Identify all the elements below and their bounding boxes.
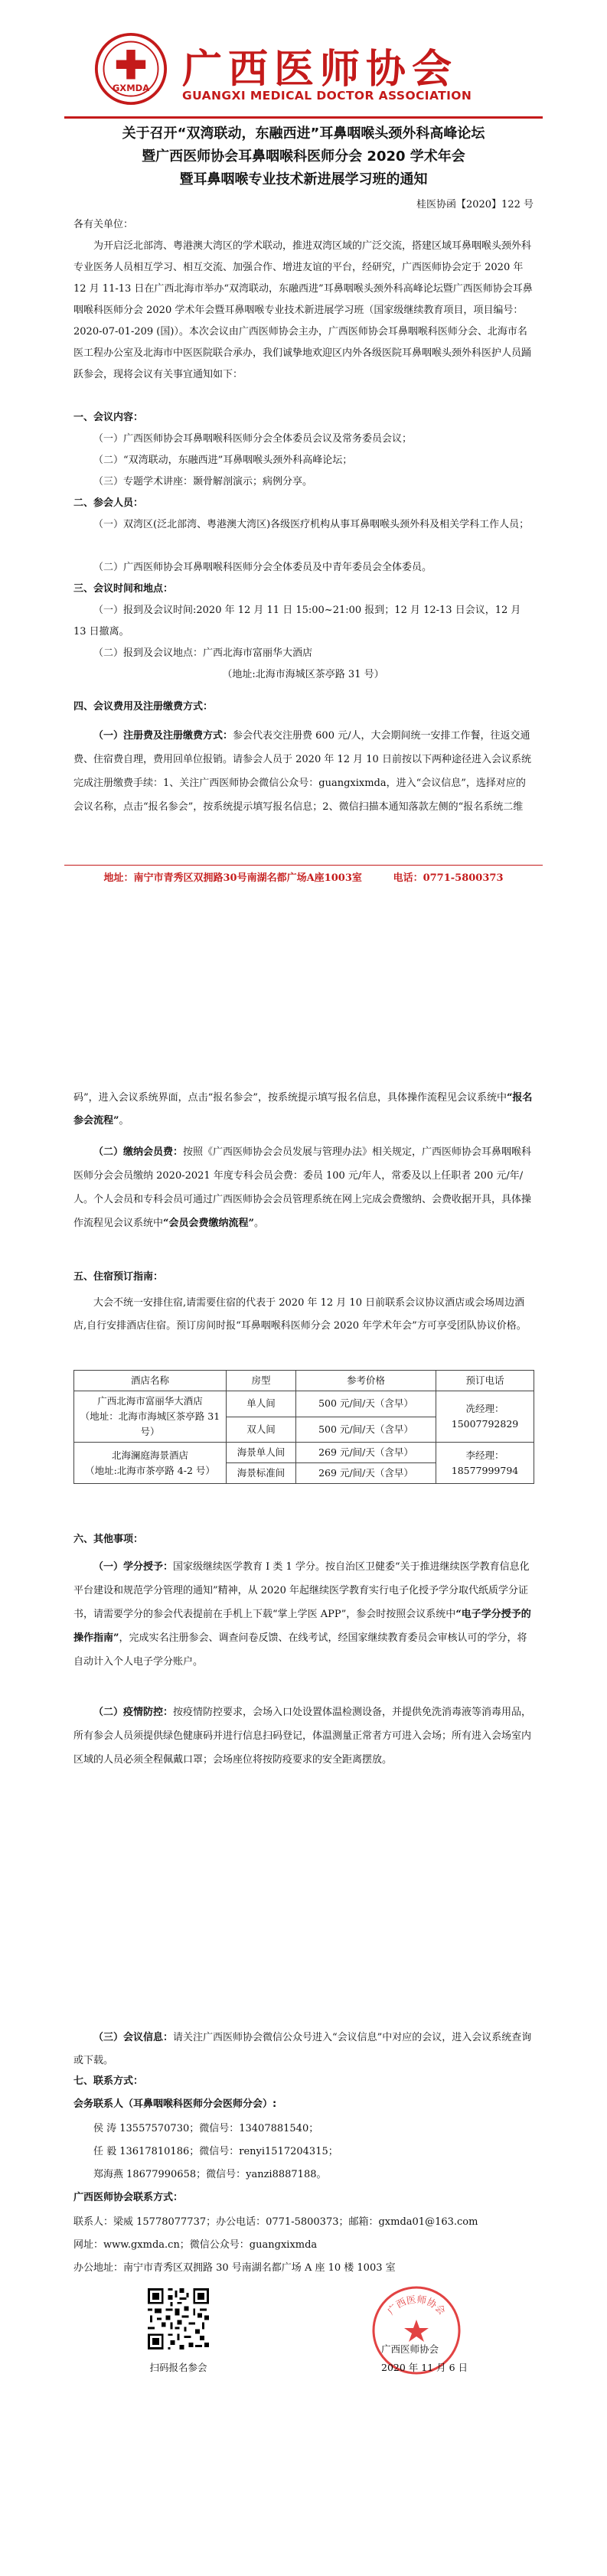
section-2-item: （二）广西医师协会耳鼻咽喉科医师分会全体委员及中青年委员会全体委员。 [93,562,432,573]
table-header: 酒店名称 [74,1371,227,1391]
svg-text:广西医师协会: 广西医师协会 [384,2293,449,2317]
table-header: 参考价格 [296,1371,436,1391]
association-address-line: 办公地址：南宁市青秀区双拥路 30 号南湖名都广场 A 座 10 楼 1003 室 [73,2262,396,2274]
room-type-cell: 海景标准间 [227,1463,296,1484]
section-1-heading: 一、会议内容： [73,412,144,423]
contact-line: 郑海燕 18677990658；微信号：yanzi8887188。 [93,2169,327,2180]
member-fee-label: （二）缴纳会员费： [93,1146,184,1158]
price-cell: 500 元/间/天（含早） [296,1417,436,1443]
footer-divider [64,865,543,866]
greeting: 各有关单位： [73,219,134,230]
epidemic-paragraph: （二）疫情防控：按疫情防控要求，会场入口处设置体温检测设备，并提供免洗消毒液等消毒用品，所有参会人员须提供绿色健康码并进行信息扫码登记，体温测量正常者方可进入会场；所有进入会场室内区域的人员必须全程佩戴口罩；会场座位将按防疫要求的安全距离摆放。 [73,1707,532,1766]
sign-date: 2020 年 11 月 6 日 [381,2362,468,2373]
section-1-item: （一）广西医师协会耳鼻咽喉科医师分会全体委员会议及常务委员会议； [93,433,413,445]
footer-phone: 电话：0771-5800373 [393,872,504,884]
association-contact-line: 联系人：梁威 15778077737；办公电话：0771-5800373；邮箱：gxmda01@163.com [73,2216,478,2228]
section-3-address: （地址:北海市海城区茶亭路 31 号） [222,669,384,680]
hotel-name-cell: 北海澜庭海景酒店 （地址:北海市茶亭路 4-2 号） [74,1443,227,1484]
room-type-cell: 单人间 [227,1391,296,1417]
document-number: 桂医协函【2020】122 号 [416,199,534,210]
qr-caption: 扫码报名参会 [149,2362,207,2373]
intro-paragraph: 为开启泛北部湾、粤港澳大湾区的学术联动，推进双湾区域的广泛交流，搭建区域耳鼻咽喉头颈外科专业医务人员相互学习、相互交流、加强合作、增进友谊的平台，经研究，广西医师协会定于 2020 年 12 月 11-13 日在广西北海市举办“双湾联动，东融西进”耳鼻咽喉头颈外科高峰论坛暨广西医师协会耳鼻咽喉科医师分会 2020 学术年会暨耳鼻咽喉专业技术新进展学习班（国家级继续教育项目，项目编号：2020-07-01-209 (国)）。本次会议由广西医师协会主办，广西医师协会耳鼻咽喉科医师分会、北海市名医工程办公室及北海市中医医院联合承办，我们诚挚地欢迎区内外各级医院耳鼻咽喉头颈外科医护人员踊跃参会，现将会议有关事宜通知如下： [73,240,533,380]
section-3-heading: 三、会议时间和地点： [73,583,174,595]
sign-organization: 广西医师协会 [381,2343,439,2355]
price-cell: 500 元/间/天（含早） [296,1391,436,1417]
member-fee-paragraph: （二）缴纳会员费：按照《广西医师协会会员发展与管理办法》相关规定，广西医师协会耳鼻咽喉科医师分会会员缴纳 2020-2021 年度专科会员会费：委员 100 元/年人，常委及以上任职者 200 元/年/人。个人会员和专科会员可通过广西医师协会会员管理系统在网上完成会费缴纳、会费收据开具，具体操作流程见会议系统中“会员会费缴纳流程”。 [73,1146,532,1229]
epidemic-label: （二）疫情防控： [93,1707,174,1718]
phone-cell: 冼经理：15007792829 [436,1391,534,1443]
letterhead [0,21,607,113]
price-cell: 269 元/间/天（含早） [296,1463,436,1484]
meeting-info-label: （三）会议信息： [93,2032,174,2043]
svg-text:GXMDA: GXMDA [112,82,150,93]
section-1-item: （三）专题学术讲座：颞骨解剖演示；病例分享。 [93,476,313,487]
contact-line: 侯 涛 13557570730；微信号：13407881540； [93,2123,319,2134]
credit-paragraph: （一）学分授予：国家级继续医学教育 I 类 1 学分。按自治区卫健委“关于推进继续医学教育信息化平台建设和规范学分管理的通知”精神，从 2020 年起继续医学教育实行电子化授予学分取代纸质学分证书，请需要学分的参会代表提前在手机上下载“掌上学医 APP”，参会时按照会议系统中“电子学分授予的操作指南”，完成实名注册参会、调查问卷反馈、在线考试，经国家继续教育委员会审核认可的学分，将自动计入个人电子学分账户。 [73,1561,531,1668]
lodging-paragraph: 大会不统一安排住宿,请需要住宿的代表于 2020 年 12 月 10 日前联系会议协议酒店或会场周边酒店,自行安排酒店住宿。预订房间时报“耳鼻咽喉科医师分会 2020 年学术年会”方可享受团队协议价格。 [73,1297,527,1332]
fee-text: 参会代表交注册费 600 元/人，大会期间统一安排工作餐，往返交通费、住宿费自理，费用回单位报销。请参会人员于 2020 年 12 月 10 日前按以下两种途径进入会议系统完成注册缴费手续：1、关注广西医师协会微信公众号：guangxixmda，进入“会议信息”，选择对应的会议名称，点击“报名参会”，按系统提示填写报名信息；2、微信扫描本通知落款左侧的“报名系统二维 [73,730,531,813]
room-type-cell: 双人间 [227,1417,296,1443]
price-cell: 269 元/间/天（含早） [296,1443,436,1463]
branch-contacts-heading: 会务联系人（耳鼻咽喉科医师分会医师分会）: [73,2098,277,2110]
title-line-1: 关于召开“双湾联动，东融西进”耳鼻咽喉头颈外科高峰论坛 [122,126,485,142]
registration-flow-link: “报名参会流程” [73,1092,533,1127]
table-row [74,1391,534,1417]
section-5-heading: 五、住宿预订指南： [73,1271,164,1283]
fee-label: （一）注册费及注册缴费方式： [93,730,233,742]
credit-label: （一）学分授予： [93,1561,174,1573]
association-web-line: 网址：www.gxmda.cn；微信公众号：guangxixmda [73,2239,318,2251]
hotel-name-cell: 广西北海市富丽华大酒店 （地址：北海市海城区茶亭路 31 号） [74,1391,227,1443]
table-header-row [74,1371,534,1391]
fee-paragraph-continued: 码”，进入会议系统界面，点击“报名参会”，按系统提示填写报名信息，具体操作流程见会议系统中“报名参会流程”。 [73,1092,533,1127]
fee-paragraph [73,724,533,819]
page-footer [64,869,543,884]
section-2-heading: 二、参会人员： [73,497,144,509]
section-7-heading: 七、联系方式： [73,2075,144,2087]
meeting-info-paragraph: （三）会议信息：请关注广西医师协会微信公众号进入“会议信息”中对应的会议，进入会议系统查询或下载。 [73,2032,532,2066]
room-type-cell: 海景单人间 [227,1443,296,1463]
section-3-item: （二）报到及会议地点：广西北海市富丽华大酒店 [93,647,313,659]
member-fee-flow-link: “会员会费缴纳流程” [163,1218,254,1229]
association-logo [94,32,168,106]
contact-line: 任 毅 13617810186；微信号：renyi1517204315； [93,2146,338,2157]
section-1-item: （二）“双湾联动，东融西进”耳鼻咽喉头颈外科高峰论坛； [93,455,353,466]
org-name-en: GUANGXI MEDICAL DOCTOR ASSOCIATION [182,89,472,103]
section-2-item: （一）双湾区(泛北部湾、粤港澳大湾区)各级医疗机构从事耳鼻咽喉头颈外科及相关学科工作人员； [93,519,530,530]
table-header: 预订电话 [436,1371,534,1391]
credit-guide-link: “电子学分授予的操作指南” [73,1609,531,1644]
org-name-cn: 广西医师协会 [182,47,459,93]
section-4-heading: 四、会议费用及注册缴费方式： [73,701,214,712]
table-header: 房型 [227,1371,296,1391]
hotel-table [73,1370,534,1484]
notice-title [46,122,561,191]
title-line-2: 暨广西医师协会耳鼻咽喉科医师分会 2020 学术年会 [142,148,465,165]
footer-address: 地址：南宁市青秀区双拥路30号南湖名都广场A座1003室 [103,872,362,884]
association-contacts-heading: 广西医师协会联系方式： [73,2192,184,2203]
registration-qr-code[interactable] [145,2286,211,2352]
phone-cell: 李经理：18577999794 [436,1443,534,1484]
section-3-item: （一）报到及会议时间:2020 年 12 月 11 日 15:00~21:00 报到；12 月 12-13 日会议，12 月 13 日撤离。 [73,605,521,637]
header-divider [64,116,543,119]
table-row [74,1443,534,1463]
title-line-3: 暨耳鼻咽喉专业技术新进展学习班的通知 [179,171,428,187]
section-6-heading: 六、其他事项： [73,1534,144,1545]
